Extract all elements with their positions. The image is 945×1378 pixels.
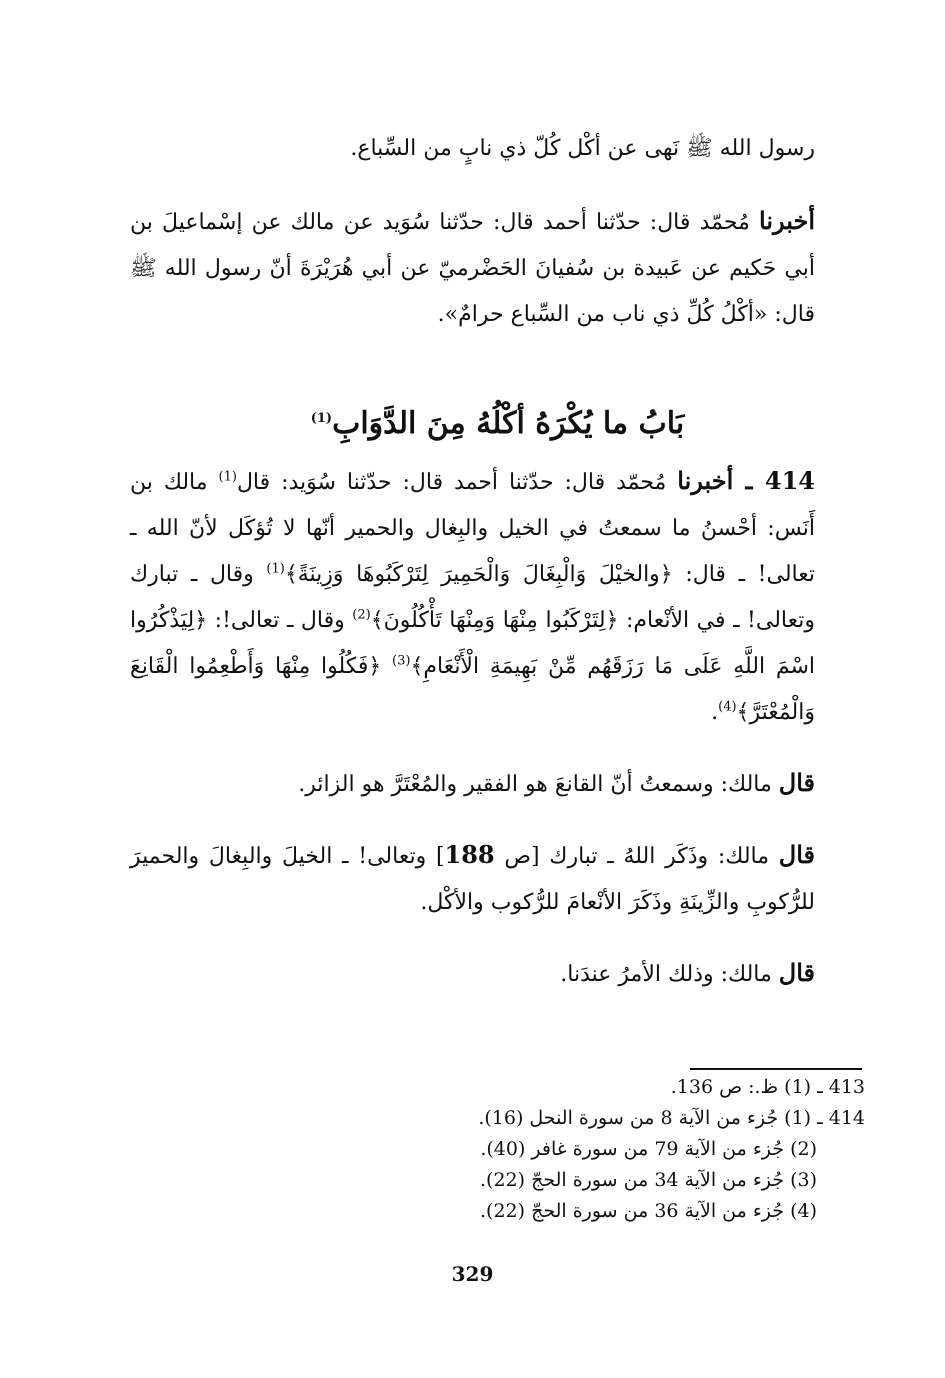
paragraph-text: مالك: وسمعتُ أنّ القانعَ هو الفقير والمُعْتَرَّ هو الزائر. bbox=[298, 772, 779, 797]
page-number: 329 bbox=[451, 1262, 494, 1286]
footnote-ref: (1) bbox=[310, 411, 333, 426]
footnotes bbox=[300, 1072, 865, 1227]
paragraph-malik-3 bbox=[130, 950, 865, 998]
footnote-ref: (4) bbox=[718, 699, 737, 715]
footnote-ref: (1) bbox=[218, 469, 237, 485]
footnote-ref: (1) bbox=[266, 561, 285, 577]
paragraph-text: ﴿فَكُلُوا مِنْهَا وَأَطْعِمُوا الْقَانِعَ وَالْمُعْتَرَّ﴾ bbox=[130, 654, 815, 725]
main-text bbox=[130, 126, 865, 998]
hadith-number: 414 ـ أخبرنا bbox=[677, 466, 815, 495]
paragraph-malik-2 bbox=[130, 832, 865, 926]
lead-word: قال bbox=[778, 840, 815, 869]
chapter-heading bbox=[130, 396, 865, 452]
paragraph-text: مالك: وذَكَر اللهُ ـ تبارك [ص bbox=[494, 844, 779, 869]
paragraph-text: مُحمّد قال: حدّثنا أحمد قال: حدّثنا سُوَيد عن مالك عن إسْماعيلَ بن أبي حَكيم عن عَبيدة بن سُفيانَ الحَضْرميّ عن أبي هُرَيْرَةَ أنّ رسول الله ﷺ قال: «أكْلُ كُلِّ ذي ناب من السِّباع حرامٌ». bbox=[130, 210, 815, 327]
lead-word: قال bbox=[778, 958, 815, 987]
footnote-ref: (3) bbox=[392, 653, 411, 669]
lead-word: أخبرنا bbox=[759, 206, 815, 235]
footnote-line: (3) جُزء من الآية 34 من سورة الحجّ (22). bbox=[480, 1169, 817, 1191]
paragraph-text: ] وتعالى! ـ الخيلَ والبِغالَ والحميرَ للرُّكوبِ والزِّينَةِ وذَكَرَ الأنْعامَ للرُّكوب والأكْل. bbox=[130, 844, 815, 915]
footnote-divider bbox=[690, 1068, 862, 1070]
paragraph-text: وقال ـ تعالى!: ﴿لِيَذْكُرُوا اسْمَ اللَّهِ عَلَى مَا رَزَقَهُم مِّنْ بَهِيمَةِ الْأَنْعَامِ﴾ bbox=[130, 608, 816, 679]
lead-word: قال bbox=[778, 768, 815, 797]
footnote-ref: (2) bbox=[352, 607, 371, 623]
paragraph-text: وقال ـ تبارك وتعالى! ـ في الأنْعام: ﴿لِتَرْكَبُوا مِنْهَا وَمِنْهَا تَأْكُلُونَ﴾ bbox=[130, 562, 815, 633]
paragraph-text: رسول الله ﷺ نَهى عن أكْل كُلّ ذي نابٍ من السِّباع. bbox=[350, 136, 815, 161]
footnote-line: 414 ـ (1) جُزء من الآية 8 من سورة النحل (16). bbox=[478, 1107, 865, 1129]
paragraph-malik-1 bbox=[130, 760, 865, 808]
paragraph-hadith-414 bbox=[130, 458, 865, 736]
paragraph-text: مالك بن أَنَس: أحْسنُ ما سمعتُ في الخيل والبِغال والحمير أنّها لا تُؤكَل لأنّ الله ـ تعالى! ـ قال: ﴿والخيْلَ وَالْبِغَالَ وَالْحَمِيرَ لِتَرْكَبُوهَا وَزِينَةً﴾ bbox=[130, 470, 815, 587]
paragraph-continuation bbox=[130, 126, 865, 172]
footnote-line: (2) جُزء من الآية 79 من سورة غافر (40). bbox=[480, 1138, 817, 1160]
heading-text: بَابُ ما يُكْرَهُ أكْلُهُ مِنَ الدَّوَابِ bbox=[332, 406, 685, 441]
paragraph-text: مُحمّد قال: حدّثنا أحمد قال: حدّثنا سُوَيد: قال bbox=[236, 470, 678, 495]
paragraph-hadith bbox=[130, 198, 865, 338]
paragraph-text: مالك: وذلك الأمرُ عندَنا. bbox=[560, 962, 779, 987]
footnote-line: 413 ـ (1) ظ.: ص 136. bbox=[670, 1076, 865, 1098]
footnote-line: (4) جُزء من الآية 36 من سورة الحجّ (22). bbox=[480, 1200, 817, 1222]
paragraph-text: . bbox=[711, 700, 719, 725]
page-marker: 188 bbox=[444, 840, 495, 869]
